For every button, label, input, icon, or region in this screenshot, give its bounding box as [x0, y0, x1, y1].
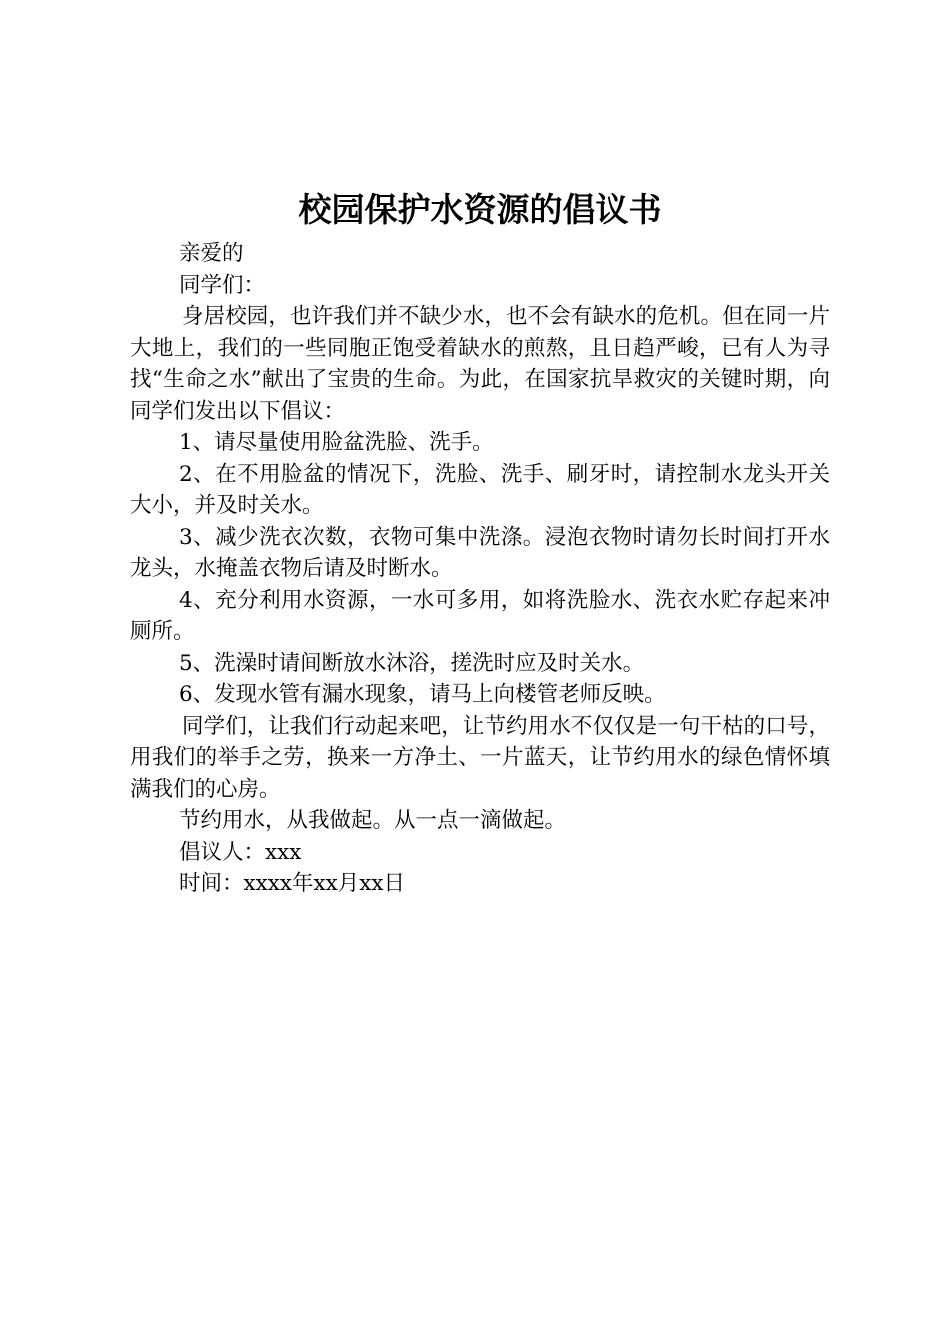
paragraph-intro: 身居校园，也许我们并不缺少水，也不会有缺水的危机。但在同一片大地上，我们的一些同胞正饱受着缺水的煎熬，且日趋严峻，已有人为寻找“生命之水”献出了宝贵的生命。为此，在国家抗旱救灾的关键时期，向同学们发出以下倡议：: [130, 304, 830, 424]
proposal-item-2: 2、在不用脸盆的情况下，洗脸、洗手、刷牙时，请控制水龙头开关大小，并及时关水。: [130, 461, 830, 518]
paragraph-call-to-action: 同学们，让我们行动起来吧，让节约用水不仅仅是一句干枯的口号，用我们的举手之劳，换来一方净土、一片蓝天，让节约用水的绿色情怀填满我们的心房。: [130, 713, 830, 802]
salutation-line-1: 亲爱的: [179, 241, 244, 266]
date-line: 时间：xxxx年xx月xx日: [179, 871, 406, 896]
signer-line: 倡议人：xxx: [179, 839, 302, 865]
proposal-item-4: 4、充分利用水资源，一水可多用，如将洗脸水、洗衣水贮存起来冲厕所。: [130, 587, 830, 644]
document-title: 校园保护水资源的倡议书: [298, 190, 662, 229]
proposal-item-6: 6、发现水管有漏水现象，请马上向楼管老师反映。: [179, 682, 666, 707]
paragraph-slogan: 节约用水，从我做起。从一点一滴做起。: [179, 808, 567, 833]
document-body: [130, 238, 830, 900]
proposal-item-1: 1、请尽量使用脸盆洗脸、洗手。: [179, 430, 494, 455]
salutation-line-2: 同学们：: [179, 272, 266, 298]
proposal-item-5: 5、洗澡时请间断放水沐浴，搓洗时应及时关水。: [179, 650, 645, 676]
proposal-item-3: 3、减少洗衣次数，衣物可集中洗涤。浸泡衣物时请勿长时间打开水龙头，水掩盖衣物后请及时断水。: [130, 524, 830, 581]
